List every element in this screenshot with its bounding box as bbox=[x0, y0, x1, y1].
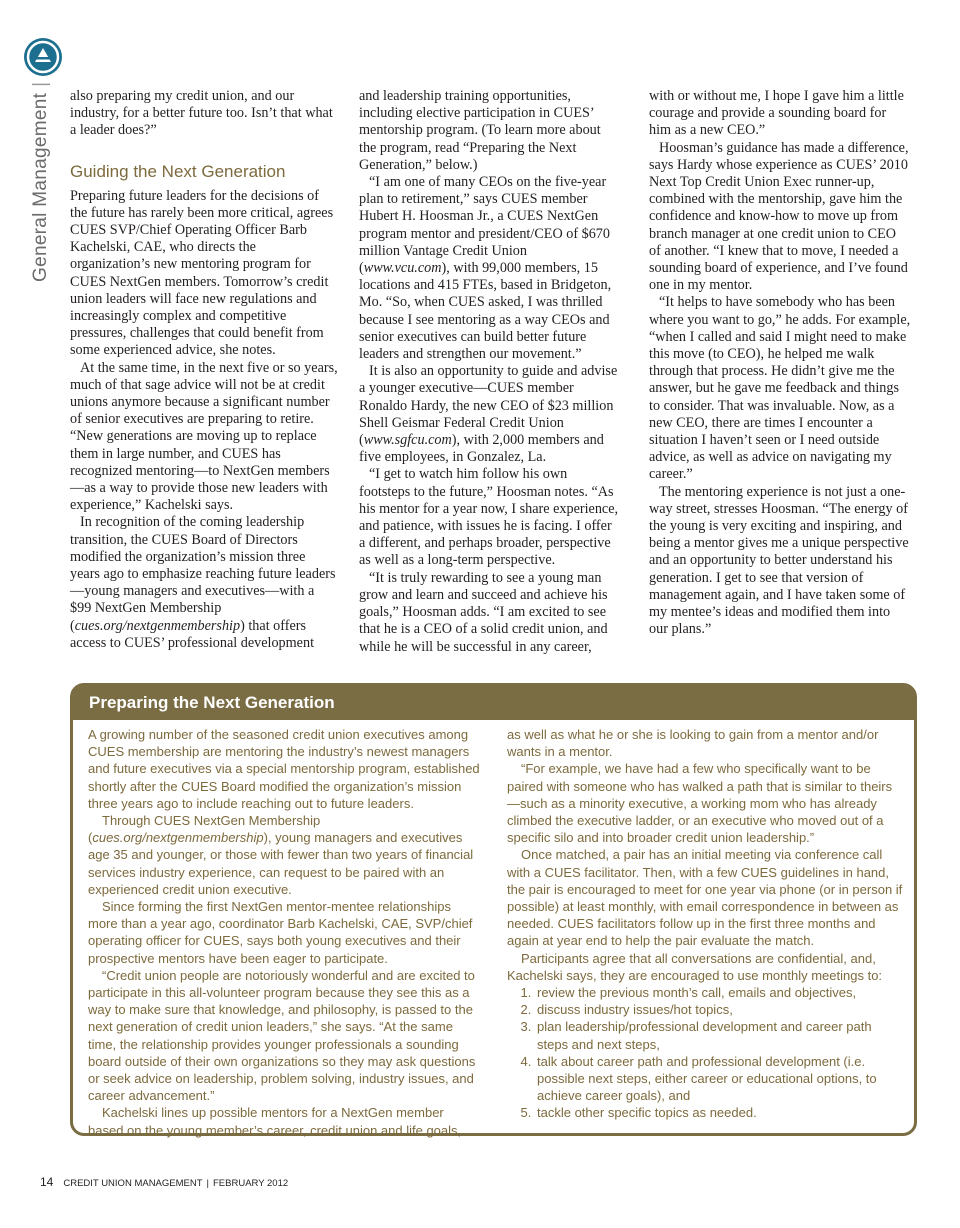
text-run: ) that offers access to CUES’ professional development bbox=[70, 617, 315, 651]
sidebar-column-2 bbox=[507, 726, 905, 1122]
text-run: “I am one of many CEOs on the five-year plan to retirement,” says CUES member Hubert H. Hoosman Jr., a CUES NextGen program mentor and president/CEO of $670 million Vantage Credit Union ( bbox=[359, 174, 610, 277]
text-run: Through CUES NextGen Membership ( bbox=[88, 813, 321, 846]
page-footer bbox=[40, 1175, 288, 1189]
paragraph: also preparing my credit union, and our industry, for a better future too. Isn’t that what a leader does?” bbox=[70, 88, 333, 139]
section-heading: Guiding the Next Generation bbox=[70, 161, 286, 181]
text-run: ), young managers and executives age 35 and younger, or those with fewer than two years of financial services industry experience, can request to be paired with an experienced credit union executive. bbox=[88, 830, 474, 897]
sidebar-column-1 bbox=[88, 726, 480, 1139]
publication-name: CREDIT UNION MANAGEMENT bbox=[63, 1178, 203, 1189]
paragraph: Participants agree that all conversations are confidential, and, Kachelski says, they are encouraged to use monthly meetings to: bbox=[507, 950, 883, 983]
link-text[interactable]: cues.org/nextgenmembership bbox=[92, 830, 264, 846]
text-run: ), with 2,000 members and five employees, in Gonzalez, La. bbox=[359, 432, 604, 466]
list-item: 5. tackle other specific topics as needed. bbox=[535, 1104, 905, 1121]
section-label bbox=[30, 82, 52, 282]
footer-separator: | bbox=[206, 1178, 209, 1189]
paragraph bbox=[359, 363, 621, 466]
page-number: 14 bbox=[40, 1175, 54, 1189]
paragraph: “I get to watch him follow his own footsteps to the future,” Hoosman notes. “As his mentor for a year now, I share experience, and patience, with issues he is facing. I offer a different, and perhaps broader, perspective as well as a long-term perspective. bbox=[359, 466, 619, 569]
paragraph bbox=[88, 812, 480, 898]
paragraph: as well as what he or she is looking to gain from a mentor and/or wants in a mentor. bbox=[507, 727, 879, 760]
paragraph: “It helps to have somebody who has been where you want to go,” he adds. For example, “when I called and said I might need to make this move (to CEO), he helped me walk through that process. He didn’t give me the answer, but he gave me feedback and things to consider. That was invaluable. Now, as a new CEO, there are times I encounter a situation I haven’t seen or I need outside advice, as well as advice on navigating my career.” bbox=[649, 294, 911, 483]
paragraph: with or without me, I hope I gave him a little courage and provide a sounding board for him as a new CEO.” bbox=[649, 88, 904, 139]
paragraph: A growing number of the seasoned credit union executives among CUES membership are mentoring the industry’s newest managers and future executives via a special mentorship program, established shortly after the CUES Board modified the organization’s mission three years ago to include reaching out to future leaders. bbox=[88, 727, 480, 811]
issue-date: FEBRUARY 2012 bbox=[213, 1178, 289, 1189]
paragraph bbox=[359, 174, 621, 363]
article-column-3 bbox=[649, 88, 911, 639]
sidebar-box bbox=[70, 683, 917, 1136]
paragraph: “Credit union people are notoriously wonderful and are excited to participate in this all-volunteer program because they see this as a way to make sure that knowledge, and philosophy, is passed to the next generation of credit union leaders,” she says. “At the same time, the relationship provides younger professionals a sounding board outside of their own organizations so they may ask questions or seek advice on leadership, problem solving, industry issues, and career advancement.” bbox=[88, 967, 476, 1104]
paragraph: and leadership training opportunities, including elective participation in CUES’ mentorship program. (To learn more about the program, read “Preparing the Next Generation,” below.) bbox=[359, 88, 601, 173]
section-label-bar: | bbox=[30, 81, 51, 87]
section-label-text: General Management bbox=[30, 92, 51, 282]
list-item: 2. discuss industry issues/hot topics, bbox=[535, 1001, 905, 1018]
paragraph bbox=[70, 514, 338, 652]
paragraph: At the same time, in the next five or so years, much of that sage advice will not be at credit unions anymore because a significant number of senior executives are preparing to retire. “New generations are moving up to replace them in large number, and CUES has recognized mentoring—to NextGen members—as a way to provide those new leaders with experience,” Kachelski says. bbox=[70, 359, 338, 514]
link-text[interactable]: www.vcu.com bbox=[363, 260, 442, 277]
paragraph: Preparing future leaders for the decisions of the future has rarely been more critical, agrees CUES SVP/Chief Operating Officer Barb Kachelski, CAE, who directs the organization’s new mentoring program for CUES NextGen members. Tomorrow’s credit union leaders will face new regulations and increasingly complex and competitive pressures, challenges that could benefit from some experienced advice, she notes. bbox=[70, 187, 334, 359]
text-run: It is also an opportunity to guide and advise a younger executive—CUES member Ronaldo Hardy, the new CEO of $23 million Shell Geismar Federal Credit Union ( bbox=[359, 363, 618, 449]
paragraph: The mentoring experience is not just a one-way street, stresses Hoosman. “The energy of the young is very exciting and inspiring, and being a mentor gives me a unique perspective and an opportunity to better understand his generation. I get to see that version of management again, and I have taken some of my mentee’s ideas and modified them into our plans.” bbox=[649, 483, 909, 638]
list-item: 1. review the previous month’s call, emails and objectives, bbox=[535, 984, 905, 1001]
text-run: ), with 99,000 members, 15 locations and 415 FTEs, based in Bridgeton, Mo. “So, when CUES asked, I was thrilled because I see mentoring as a way CEOs and senior executives can build better future leaders and strengthen our movement.” bbox=[359, 260, 612, 363]
link-text[interactable]: www.sgfcu.com bbox=[363, 432, 452, 449]
article-column-1 bbox=[70, 88, 338, 652]
paragraph: “For example, we have had a few who specifically want to be paired with someone who has walked a path that is similar to theirs—such as a minority executive, a working mom who has already climbed the executive ladder, or an executive who moved out of a specific silo and into broader credit union leadership.” bbox=[507, 761, 893, 846]
paragraph: “It is truly rewarding to see a young man grow and learn and succeed and achieve his goals,” Hoosman adds. “I am excited to see that he is a CEO of a solid credit union, and while he will be successful in any career, bbox=[359, 569, 608, 655]
list-item: 4. talk about career path and professional development (i.e. possible next steps, either career or educational options, to achieve career goals), and bbox=[535, 1053, 905, 1105]
cues-logo-icon bbox=[24, 38, 62, 76]
article-column-2 bbox=[359, 88, 621, 656]
meeting-topics-list bbox=[507, 984, 905, 1122]
paragraph: Once matched, a pair has an initial meeting via conference call with a CUES facilitator. Then, with a few CUES guidelines in hand, the pair is encouraged to meet for one year via phone (or in person if possible) at least monthly, with email correspondence in between as needed. CUES facilitators follow up in the first three months and again at year end to help the pair evaluate the match. bbox=[507, 847, 903, 949]
paragraph: Kachelski lines up possible mentors for a NextGen member based on the young member’s career, credit union and life goals, bbox=[88, 1105, 462, 1138]
sidebar-title: Preparing the Next Generation bbox=[73, 686, 914, 720]
text-run: In recognition of the coming leadership transition, the CUES Board of Directors modified the organization’s mission three years ago to emphasize reaching future leaders—young managers and executives—with a $99 NextGen Membership ( bbox=[70, 514, 336, 634]
link-text[interactable]: cues.org/nextgenmembership bbox=[74, 617, 241, 634]
paragraph: Since forming the first NextGen mentor-mentee relationships more than a year ago, coordinator Barb Kachelski, CAE, SVP/chief operating officer for CUES, says both young executives and their prospective mentors have been eager to participate. bbox=[88, 899, 473, 966]
paragraph: Hoosman’s guidance has made a difference, says Hardy whose experience as CUES’ 2010 Next Top Credit Union Exec runner-up, combined with the mentorship, gave him the confidence and know-how to move up from branch manager at one credit union to CEO of another. “I knew that to move, I needed a sounding board of experience, and I’ve found one in my mentor. bbox=[649, 139, 909, 294]
list-item: 3. plan leadership/professional development and career path steps and next steps, bbox=[535, 1018, 905, 1052]
